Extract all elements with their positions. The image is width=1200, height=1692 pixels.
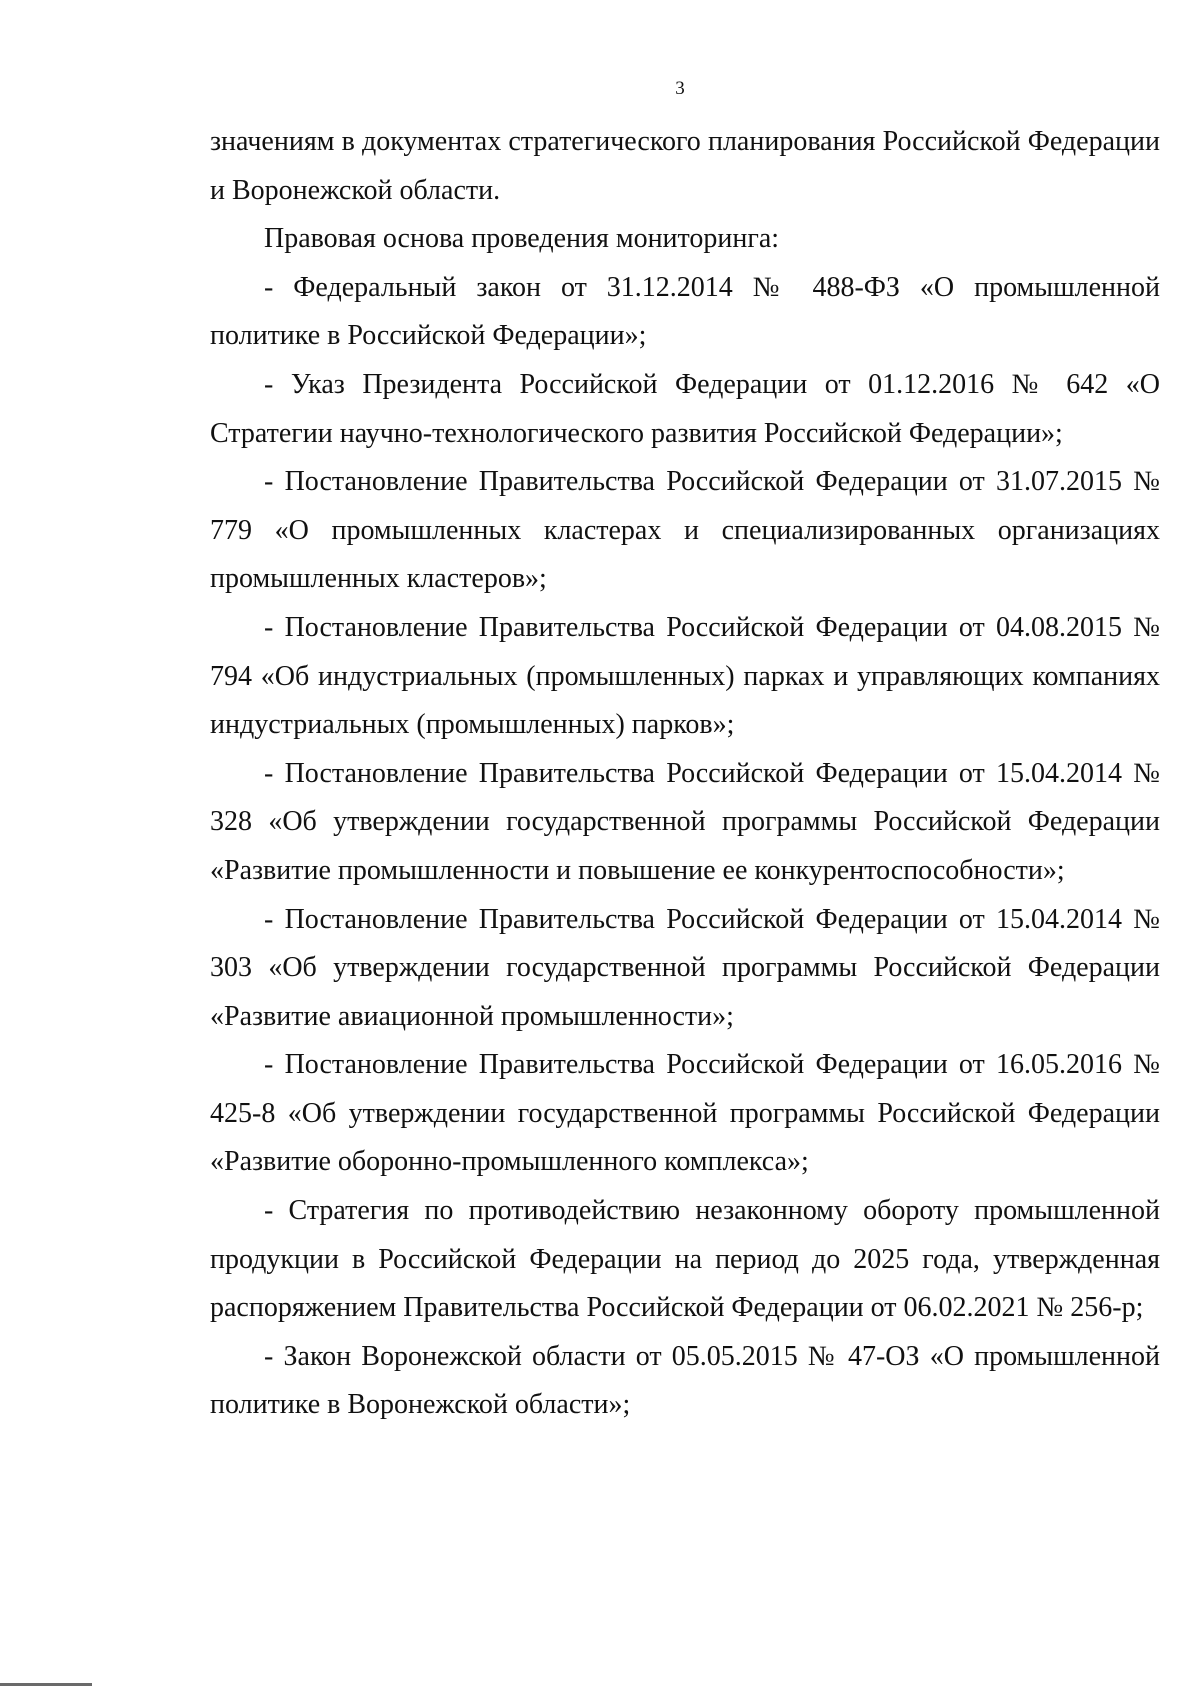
list-item-anti-illegal-trade-strategy: - Стратегия по противодействию незаконному обороту промышленной продукции в Российской Федерации на период до 2025 года, утвержденная распоряжением Правительства Российской Федерации от 06.02.2021 № 256-р; <box>210 1195 1160 1324</box>
list-item-resolution-303: - Постановление Правительства Российской Федерации от 15.04.2014 № 303 «Об утверждении государственной программы Российской Федерации «Развитие авиационной промышленности»; <box>210 903 1160 1032</box>
paragraph-legal-basis-heading: Правовая основа проведения мониторинга: <box>264 223 780 255</box>
list-item-resolution-779: - Постановление Правительства Российской Федерации от 31.07.2015 № 779 «О промышленных кластерах и специализированных организациях промышленных кластеров»; <box>210 466 1160 595</box>
page-number: 3 <box>675 78 685 99</box>
scan-edge-mark <box>0 1683 92 1686</box>
list-item-federal-law: - Федеральный закон от 31.12.2014 № 488-ФЗ «О промышленной политике в Российской Федерации»; <box>210 271 1160 352</box>
list-item-presidential-decree: - Указ Президента Российской Федерации от 01.12.2016 № 642 «О Стратегии научно-технологического развития Российской Федерации»; <box>210 368 1160 449</box>
paragraph-continuation: значениям в документах стратегического планирования Российской Федерации и Воронежской области. <box>210 126 1160 206</box>
list-item-resolution-425-8: - Постановление Правительства Российской Федерации от 16.05.2016 № 425-8 «Об утверждении государственной программы Российской Федерации «Развитие оборонно-промышленного комплекса»; <box>210 1049 1160 1178</box>
list-item-resolution-794: - Постановление Правительства Российской Федерации от 04.08.2015 № 794 «Об индустриальных (промышленных) парках и управляющих компаниях индустриальных (промышленных) парков»; <box>210 611 1160 741</box>
list-item-resolution-328: - Постановление Правительства Российской Федерации от 15.04.2014 № 328 «Об утверждении государственной программы Российской Федерации «Развитие промышленности и повышение ее конкурентоспособности»; <box>210 757 1160 886</box>
document-body <box>210 118 1160 1430</box>
list-item-voronezh-law: - Закон Воронежской области от 05.05.2015 № 47-ОЗ «О промышленной политике в Воронежской области»; <box>210 1340 1160 1421</box>
